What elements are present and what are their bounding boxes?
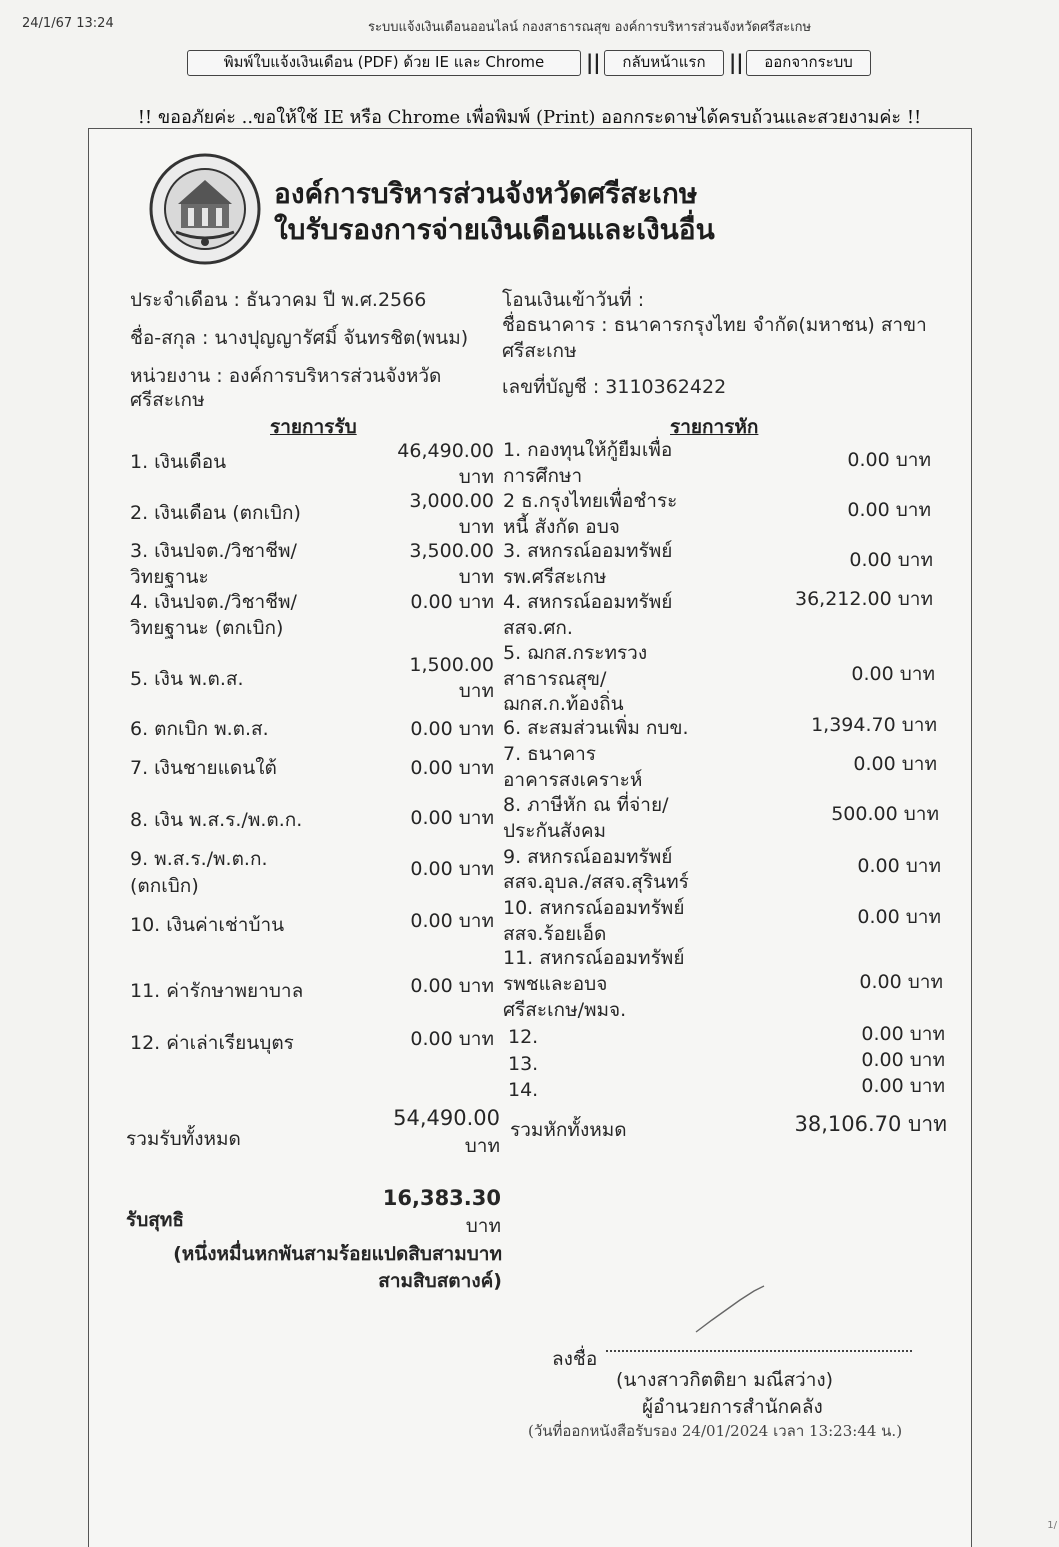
income-item-label: 8. เงิน พ.ส.ร./พ.ต.ก. bbox=[130, 809, 303, 831]
income-item-label: 3. เงินปจต./วิชาชีพ/ bbox=[130, 540, 297, 562]
deduction-item-amount: 0.00 บาท bbox=[853, 753, 937, 775]
deduction-item-label-2: สสจ.อุบล./สสจ.สุรินทร์ bbox=[503, 871, 689, 893]
income-item-label-2: (ตกเบิก) bbox=[130, 875, 199, 897]
income-item-unit: บาท bbox=[458, 680, 494, 702]
deduction-item-label: 8. ภาษีหัก ณ ที่จ่าย/ bbox=[503, 794, 669, 816]
deduction-item-label-2: สสจ.ศก. bbox=[503, 617, 573, 639]
deduction-item-label-2: อาคารสงเคราะห์ bbox=[503, 769, 643, 791]
income-item-unit: บาท bbox=[458, 516, 494, 538]
deduction-item-label: 14. bbox=[508, 1079, 539, 1101]
deduction-item-amount: 0.00 บาท bbox=[857, 855, 941, 877]
deduction-item-label-3: ฌกส.ก.ท้องถิ่น bbox=[503, 693, 624, 715]
income-total-amount: 54,490.00 bbox=[393, 1106, 500, 1130]
toolbar-separator: || bbox=[729, 50, 744, 74]
deduction-item-amount: 0.00 บาท bbox=[857, 906, 941, 928]
logout-button[interactable]: ออกจากระบบ bbox=[746, 50, 871, 76]
income-item-unit: บาท bbox=[458, 566, 494, 588]
deduction-item-label-2: หนี้ สังกัด อบจ bbox=[503, 516, 620, 538]
income-item-label: 9. พ.ส.ร./พ.ต.ก. bbox=[130, 848, 268, 870]
net-pay-unit: บาท bbox=[465, 1215, 501, 1237]
deduction-item-label-2: ประกันสังคม bbox=[503, 820, 607, 842]
print-page-title: ระบบแจ้งเงินเดือนออนไลน์ กองสาธารณสุข องค์การบริหารส่วนจังหวัดศรีสะเกษ bbox=[368, 20, 812, 35]
net-pay-words-1: (หนึ่งหมื่นหกพันสามร้อยแปดสิบสามบาท bbox=[173, 1243, 502, 1265]
organization-name: องค์การบริหารส่วนจังหวัดศรีสะเกษ bbox=[274, 177, 698, 210]
deduction-item-label-2: รพชและอบจ bbox=[503, 973, 608, 995]
income-item-label: 1. เงินเดือน bbox=[130, 451, 227, 473]
deduction-item-label: 7. ธนาคาร bbox=[503, 743, 597, 765]
deduction-item-label: 5. ฌกส.กระทรวง bbox=[503, 642, 648, 664]
deduction-item-amount: 0.00 บาท bbox=[847, 449, 931, 471]
deduction-item-label-2: สสจ.ร้อยเอ็ด bbox=[503, 923, 607, 945]
income-item-amount: 0.00 บาท bbox=[410, 1028, 494, 1050]
deduction-item-label-2: สาธารณสุข/ bbox=[503, 668, 607, 690]
income-item-amount: 0.00 บาท bbox=[410, 910, 494, 932]
deduction-item-label: 11. สหกรณ์ออมทรัพย์ bbox=[503, 947, 685, 969]
income-header: รายการรับ bbox=[270, 416, 357, 438]
deduction-item-label-3: ศรีสะเกษ/พมจ. bbox=[503, 999, 627, 1021]
signature-line bbox=[606, 1350, 912, 1352]
deduction-item-label-2: การศึกษา bbox=[503, 465, 583, 487]
income-item-amount: 3,000.00 bbox=[409, 490, 494, 512]
organization-seal-icon bbox=[148, 152, 262, 266]
deduction-item-amount: 0.00 บาท bbox=[851, 663, 935, 685]
income-item-amount: 46,490.00 bbox=[397, 440, 494, 462]
deduction-total-amount: 38,106.70 บาท bbox=[794, 1112, 947, 1136]
net-pay-words-2: สามสิบสตางค์) bbox=[378, 1270, 502, 1292]
transfer-date: โอนเงินเข้าวันที่ : bbox=[502, 289, 645, 311]
deduction-item-label: 12. bbox=[508, 1026, 539, 1048]
income-item-label: 12. ค่าเล่าเรียนบุตร bbox=[130, 1032, 294, 1054]
income-item-label: 10. เงินค่าเช่าบ้าน bbox=[130, 914, 285, 936]
deduction-item-amount: 0.00 บาท bbox=[847, 499, 931, 521]
home-button[interactable]: กลับหน้าแรก bbox=[604, 50, 724, 76]
deduction-item-label: 1. กองทุนให้กู้ยืมเพื่อ bbox=[503, 439, 673, 461]
deduction-item-label-2: รพ.ศรีสะเกษ bbox=[503, 566, 607, 588]
income-item-unit: บาท bbox=[458, 466, 494, 488]
deduction-item-amount: 36,212.00 บาท bbox=[795, 588, 933, 610]
deduction-item-label: 2 ธ.กรุงไทยเพื่อชำระ bbox=[503, 490, 678, 512]
deduction-header: รายการหัก bbox=[670, 416, 759, 438]
deduction-item-label: 4. สหกรณ์ออมทรัพย์ bbox=[503, 591, 673, 613]
income-item-amount: 1,500.00 bbox=[409, 654, 494, 676]
income-item-amount: 3,500.00 bbox=[409, 540, 494, 562]
deduction-item-amount: 0.00 บาท bbox=[859, 971, 943, 993]
print-date: 24/1/67 13:24 bbox=[22, 16, 114, 31]
signer-name: (นางสาวกิตติยา มณีสว่าง) bbox=[616, 1369, 834, 1391]
print-notice: !! ขออภัยค่ะ ..ขอให้ใช้ IE หรือ Chrome เพื่อพิมพ์ (Print) ออกกระดาษได้ครบถ้วนและสวยงามค่ะ !! bbox=[137, 107, 922, 128]
income-item-amount: 0.00 บาท bbox=[410, 858, 494, 880]
deduction-item-amount: 500.00 บาท bbox=[831, 803, 939, 825]
income-item-label: 4. เงินปจต./วิชาชีพ/ bbox=[130, 591, 297, 613]
deduction-item-amount: 0.00 บาท bbox=[861, 1023, 945, 1045]
deduction-item-amount: 0.00 บาท bbox=[861, 1075, 945, 1097]
income-item-amount: 0.00 บาท bbox=[410, 718, 494, 740]
deduction-item-amount: 0.00 บาท bbox=[861, 1049, 945, 1071]
deduction-item-label: 13. bbox=[508, 1053, 539, 1075]
deduction-item-amount: 0.00 บาท bbox=[849, 549, 933, 571]
employee-name: ชื่อ-สกุล : นางปุญญารัศมิ์ จันทรชิต(พนม) bbox=[130, 327, 469, 349]
bank-line-2: ศรีสะเกษ bbox=[502, 340, 577, 362]
deduction-item-label: 10. สหกรณ์ออมทรัพย์ bbox=[503, 897, 685, 919]
deduction-item-amount: 1,394.70 บาท bbox=[811, 714, 937, 736]
income-item-label: 11. ค่ารักษาพยาบาล bbox=[130, 980, 304, 1002]
bank-line-1: ชื่อธนาคาร : ธนาคารกรุงไทย จำกัด(มหาชน) สาขา bbox=[502, 314, 927, 336]
deduction-item-label: 9. สหกรณ์ออมทรัพย์ bbox=[503, 846, 673, 868]
income-total-unit: บาท bbox=[464, 1135, 500, 1157]
income-item-amount: 0.00 บาท bbox=[410, 591, 494, 613]
deduction-item-label: 3. สหกรณ์ออมทรัพย์ bbox=[503, 540, 673, 562]
signer-title: ผู้อำนวยการสำนักคลัง bbox=[642, 1396, 823, 1418]
sign-label: ลงชื่อ bbox=[552, 1348, 598, 1370]
income-total-label: รวมรับทั้งหมด bbox=[126, 1128, 241, 1150]
page-number: 1/ bbox=[1047, 1520, 1057, 1531]
deduction-total-label: รวมหักทั้งหมด bbox=[510, 1119, 627, 1141]
document-title: ใบรับรองการจ่ายเงินเดือนและเงินอื่น bbox=[274, 213, 715, 246]
income-item-amount: 0.00 บาท bbox=[410, 807, 494, 829]
issue-timestamp: (วันที่ออกหนังสือรับรอง 24/01/2024 เวลา 13:23:44 น.) bbox=[528, 1422, 903, 1440]
income-item-amount: 0.00 บาท bbox=[410, 757, 494, 779]
account-number: เลขที่บัญชี : 3110362422 bbox=[502, 376, 727, 398]
deduction-item-label: 6. สะสมส่วนเพิ่ม กบข. bbox=[503, 717, 689, 739]
unit-line-2: ศรีสะเกษ bbox=[130, 389, 205, 411]
signature-mark-icon bbox=[690, 1282, 770, 1338]
pay-month: ประจำเดือน : ธันวาคม ปี พ.ศ.2566 bbox=[130, 289, 427, 311]
net-pay-label: รับสุทธิ bbox=[126, 1209, 184, 1231]
income-item-label: 6. ตกเบิก พ.ต.ส. bbox=[130, 718, 269, 740]
income-item-label: 5. เงิน พ.ต.ส. bbox=[130, 668, 244, 690]
income-item-label-2: วิทยฐานะ (ตกเบิก) bbox=[130, 617, 284, 639]
print-pdf-button[interactable]: พิมพ์ใบแจ้งเงินเดือน (PDF) ด้วย IE และ Chrome bbox=[187, 50, 581, 76]
net-pay-amount: 16,383.30 bbox=[382, 1186, 501, 1210]
toolbar-separator: || bbox=[586, 50, 601, 74]
income-item-label-2: วิทยฐานะ bbox=[130, 566, 209, 588]
income-item-label: 7. เงินชายแดนใต้ bbox=[130, 757, 277, 779]
income-item-label: 2. เงินเดือน (ตกเบิก) bbox=[130, 502, 301, 524]
income-item-amount: 0.00 บาท bbox=[410, 975, 494, 997]
unit-line-1: หน่วยงาน : องค์การบริหารส่วนจังหวัด bbox=[130, 365, 442, 387]
